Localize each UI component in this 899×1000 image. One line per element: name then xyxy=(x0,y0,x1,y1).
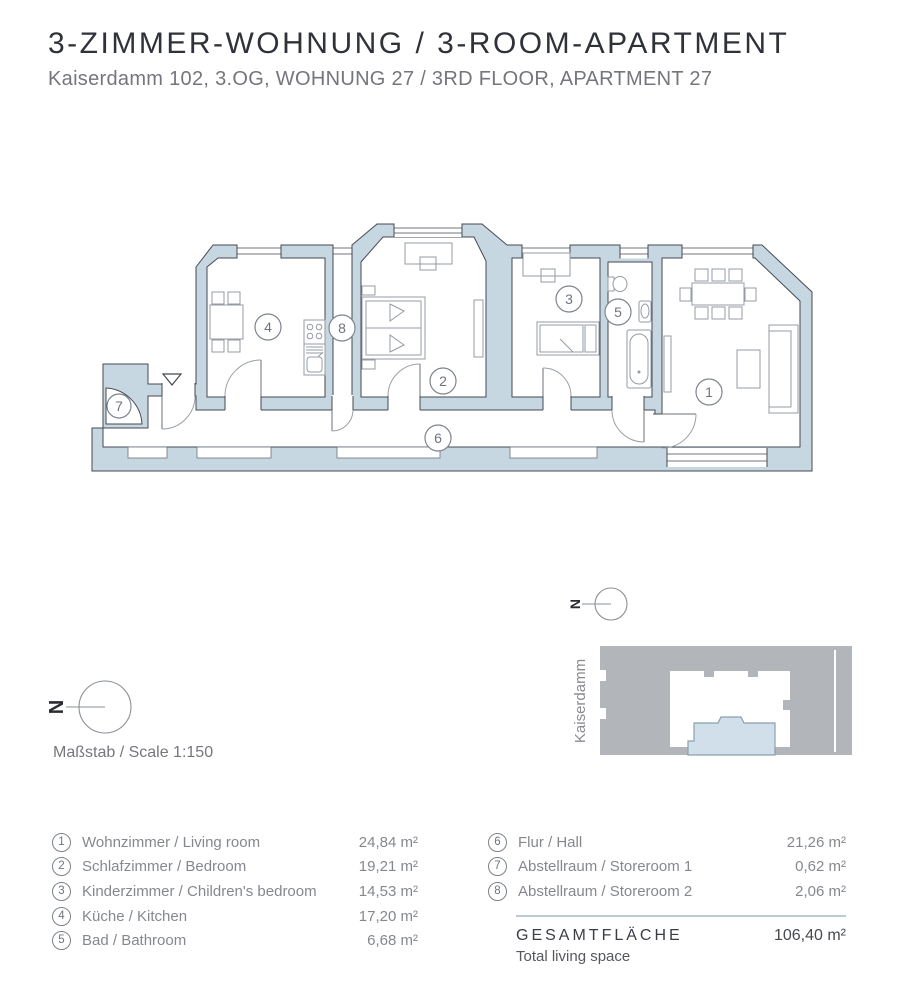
legend-row xyxy=(52,904,418,929)
legend-row xyxy=(488,879,846,904)
window-kitchen xyxy=(237,245,281,259)
total-area: 106,40 m² xyxy=(773,926,846,944)
room-area: 14,53 m² xyxy=(358,882,418,900)
svg-text:1: 1 xyxy=(705,384,713,400)
total-divider xyxy=(516,915,846,917)
room-label: Kinderzimmer / Children's bedroom xyxy=(82,882,317,900)
room-number-badge: 6 xyxy=(488,833,507,852)
storeroom2-door xyxy=(332,395,353,431)
room-number-badge: 2 xyxy=(52,857,71,876)
room-area: 21,26 m² xyxy=(786,833,846,851)
room-number-badge: 4 xyxy=(52,907,71,926)
page-title: 3-ZIMMER-WOHNUNG / 3-ROOM-APARTMENT xyxy=(48,27,790,60)
svg-text:8: 8 xyxy=(338,320,346,336)
room-label: Küche / Kitchen xyxy=(82,907,188,925)
room-number-2 xyxy=(430,368,456,394)
legend-row xyxy=(52,928,418,953)
svg-text:4: 4 xyxy=(264,319,272,335)
window-storeroom2 xyxy=(333,245,352,259)
legend-row xyxy=(52,879,418,904)
room-label: Wohnzimmer / Living room xyxy=(82,833,261,851)
room-area: 6,68 m² xyxy=(367,932,418,950)
site-north-label: N xyxy=(567,598,583,610)
room-area: 0,62 m² xyxy=(795,858,846,876)
bedroom-furniture xyxy=(362,243,483,369)
apartment-highlight xyxy=(688,717,775,755)
total-row xyxy=(516,927,846,945)
room-number-1 xyxy=(696,379,722,405)
room-label: Abstellraum / Storeroom 2 xyxy=(518,882,693,900)
legend-row xyxy=(488,855,846,880)
floor-plan xyxy=(85,195,820,485)
window-bedroom-bay xyxy=(394,224,462,238)
living-room-door xyxy=(653,414,696,448)
room-label: Schlafzimmer / Bedroom xyxy=(82,858,247,876)
kitchen-door xyxy=(225,360,261,411)
site-plan xyxy=(558,583,863,768)
room-label: Flur / Hall xyxy=(518,833,583,851)
north-label: N xyxy=(46,699,68,715)
bathroom-fixtures xyxy=(608,277,651,389)
room-area: 24,84 m² xyxy=(358,833,418,851)
room-label: Bad / Bathroom xyxy=(82,932,187,950)
room-number-7 xyxy=(107,394,131,418)
room-number-3 xyxy=(556,286,582,312)
window-bathroom xyxy=(620,245,648,259)
living-room-furniture xyxy=(664,269,798,413)
legend-right xyxy=(488,830,846,965)
legend-row xyxy=(52,855,418,880)
room-number-badge: 7 xyxy=(488,857,507,876)
street-label: Kaiserdamm xyxy=(572,658,589,744)
bathroom-door xyxy=(612,395,644,442)
total-sublabel: Total living space xyxy=(516,947,631,965)
window-living-bottom xyxy=(667,448,767,467)
legend-row xyxy=(52,830,418,855)
svg-text:3: 3 xyxy=(565,291,573,307)
scale-label: Maßstab / Scale 1:150 xyxy=(53,744,214,761)
window-living-top xyxy=(682,245,753,259)
childrens-room-door xyxy=(543,368,571,411)
legend-row xyxy=(488,830,846,855)
page-subtitle: Kaiserdamm 102, 3.OG, WOHNUNG 27 / 3RD FLOOR, APARTMENT 27 xyxy=(48,68,713,90)
bedroom-door xyxy=(388,364,420,411)
room-number-5 xyxy=(605,299,631,325)
room-number-badge: 1 xyxy=(52,833,71,852)
svg-text:6: 6 xyxy=(434,430,442,446)
svg-text:5: 5 xyxy=(614,304,622,320)
svg-text:2: 2 xyxy=(439,373,447,389)
room-area: 17,20 m² xyxy=(358,907,418,925)
room-area: 2,06 m² xyxy=(795,882,846,900)
room-number-8 xyxy=(329,315,355,341)
total-label: GESAMTFLÄCHE xyxy=(516,926,683,944)
wall-niches xyxy=(128,447,597,458)
entrance-door xyxy=(162,374,195,429)
room-label: Abstellraum / Storeroom 1 xyxy=(518,858,693,876)
room-number-badge: 8 xyxy=(488,882,507,901)
room-number-6 xyxy=(425,425,451,451)
room-number-badge: 5 xyxy=(52,931,71,950)
legend-left xyxy=(52,830,418,953)
room-area: 19,21 m² xyxy=(358,858,418,876)
room-number-4 xyxy=(255,314,281,340)
room-number-badge: 3 xyxy=(52,882,71,901)
svg-text:7: 7 xyxy=(115,398,123,414)
north-compass xyxy=(38,672,158,747)
